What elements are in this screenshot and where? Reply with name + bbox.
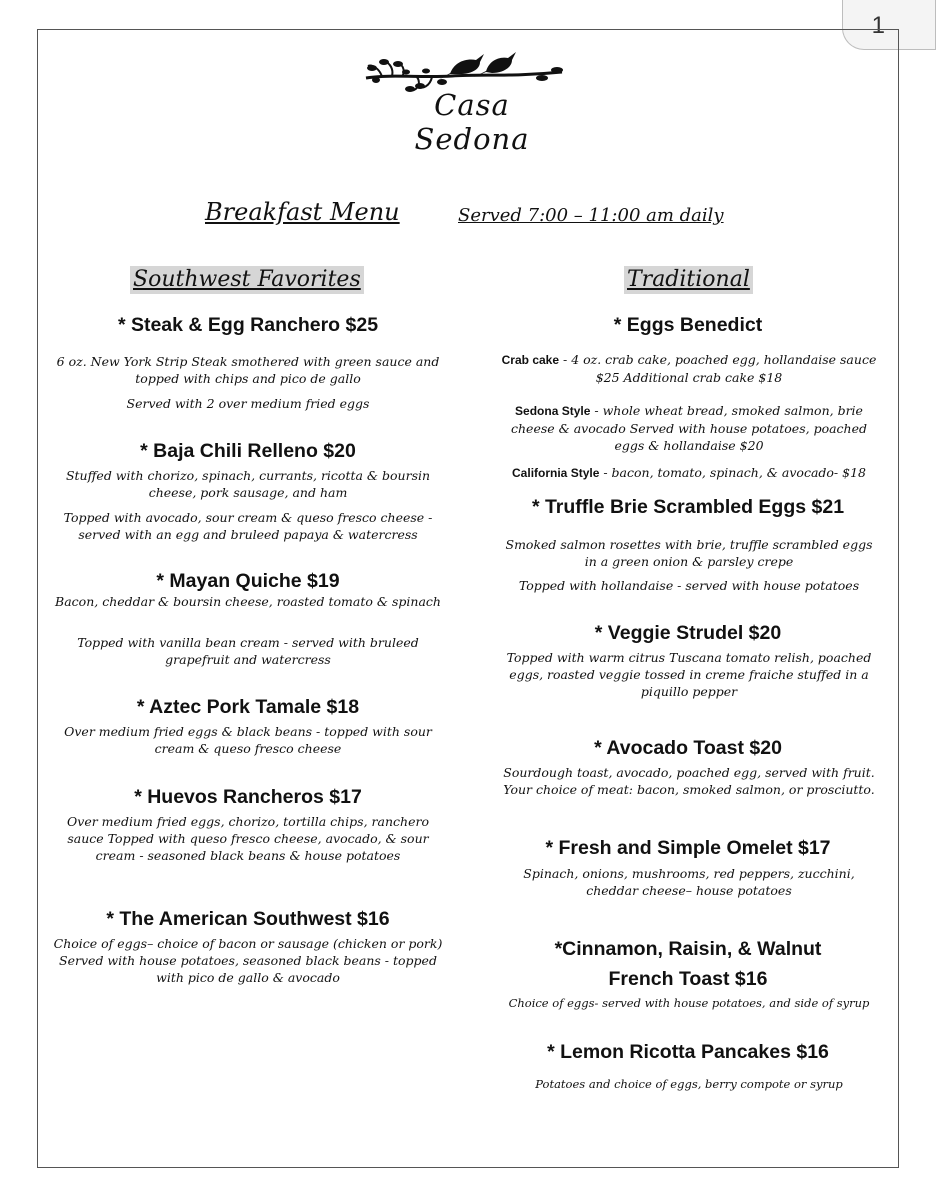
item-description: Stuffed with chorizo, spinach, currants, ricotta & boursin cheese, pork sausage, and ham xyxy=(65,468,431,500)
item-title: * Fresh and Simple Omelet $17 xyxy=(545,837,831,859)
served-hours: Served 7:00 – 11:00 am daily xyxy=(458,205,724,226)
item-title: * The American Southwest $16 xyxy=(106,908,390,930)
section-header-traditional: Traditional xyxy=(624,266,753,294)
item-title: * Baja Chili Relleno $20 xyxy=(140,440,356,462)
item-title: * Aztec Pork Tamale $18 xyxy=(136,696,360,718)
item-title: * Eggs Benedict xyxy=(613,314,763,336)
item-option xyxy=(488,464,890,482)
item-description: Served with 2 over medium fried eggs xyxy=(126,396,370,411)
item-title: * Steak & Egg Ranchero $25 xyxy=(117,314,379,336)
option-label: California Style xyxy=(512,466,600,480)
item-title: * Truffle Brie Scrambled Eggs $21 xyxy=(531,496,845,518)
section-header-southwest: Southwest Favorites xyxy=(130,266,364,294)
item-description: Bacon, cheddar & boursin cheese, roasted tomato & spinach xyxy=(55,594,441,609)
item-title: * Veggie Strudel $20 xyxy=(594,622,782,644)
item-description: 6 oz. New York Strip Steak smothered with green sauce and topped with chips and pico de gallo xyxy=(56,354,440,386)
item-title: * Huevos Rancheros $17 xyxy=(134,786,362,808)
item-description: Topped with avocado, sour cream & queso fresco cheese - served with an egg and bruleed papaya & watercress xyxy=(63,510,433,542)
option-label: Crab cake xyxy=(501,353,560,367)
item-description: Smoked salmon rosettes with brie, truffle scrambled eggs in a green onion & parsley crepe xyxy=(505,537,873,569)
item-description: Topped with vanilla bean cream - served with bruleed grapefruit and watercress xyxy=(77,635,419,667)
option-text: - bacon, tomato, spinach, & avocado- $18 xyxy=(603,465,866,480)
item-title: French Toast $16 xyxy=(608,968,768,990)
page-number: 1 xyxy=(871,12,885,39)
item-description: Potatoes and choice of eggs, berry compote or syrup xyxy=(535,1077,843,1091)
item-description: Over medium fried eggs & black beans - topped with sour cream & queso fresco cheese xyxy=(64,724,432,756)
item-title: * Avocado Toast $20 xyxy=(594,737,782,759)
option-text: - whole wheat bread, smoked salmon, brie cheese & avocado Served with house potatoes, poached eggs & hollandaise $20 xyxy=(511,403,867,453)
item-title: *Cinnamon, Raisin, & Walnut xyxy=(554,938,822,960)
item-description: Topped with warm citrus Tuscana tomato relish, poached eggs, roasted veggie tossed in creme fraiche stuffed in a piquillo pepper xyxy=(506,650,872,699)
item-description: Over medium fried eggs, chorizo, tortilla chips, ranchero sauce Topped with queso fresco cheese, avocado, & sour cream - seasoned black beans & house potatoes xyxy=(67,814,429,863)
item-title: * Mayan Quiche $19 xyxy=(156,570,340,592)
item-option xyxy=(498,402,880,454)
item-option xyxy=(498,351,880,386)
item-description: Choice of eggs– choice of bacon or sausage (chicken or pork) Served with house potatoes, seasoned black beans - topped with pico de gallo & avocado xyxy=(53,936,443,985)
item-description: Spinach, onions, mushrooms, red peppers, zucchini, cheddar cheese– house potatoes xyxy=(523,866,855,898)
logo-text: Casa Sedona xyxy=(414,88,530,156)
option-label: Sedona Style xyxy=(515,404,591,418)
option-text: - 4 oz. crab cake, poached egg, hollandaise sauce $25 Additional crab cake $18 xyxy=(563,352,877,385)
menu-title: Breakfast Menu xyxy=(205,198,400,226)
item-title: * Lemon Ricotta Pancakes $16 xyxy=(547,1041,829,1063)
item-description: Sourdough toast, avocado, poached egg, served with fruit. Your choice of meat: bacon, smoked salmon, or prosciutto. xyxy=(503,765,875,797)
logo xyxy=(362,44,572,156)
item-description: Topped with hollandaise - served with house potatoes xyxy=(518,578,860,593)
item-description: Choice of eggs- served with house potatoes, and side of syrup xyxy=(508,996,870,1010)
